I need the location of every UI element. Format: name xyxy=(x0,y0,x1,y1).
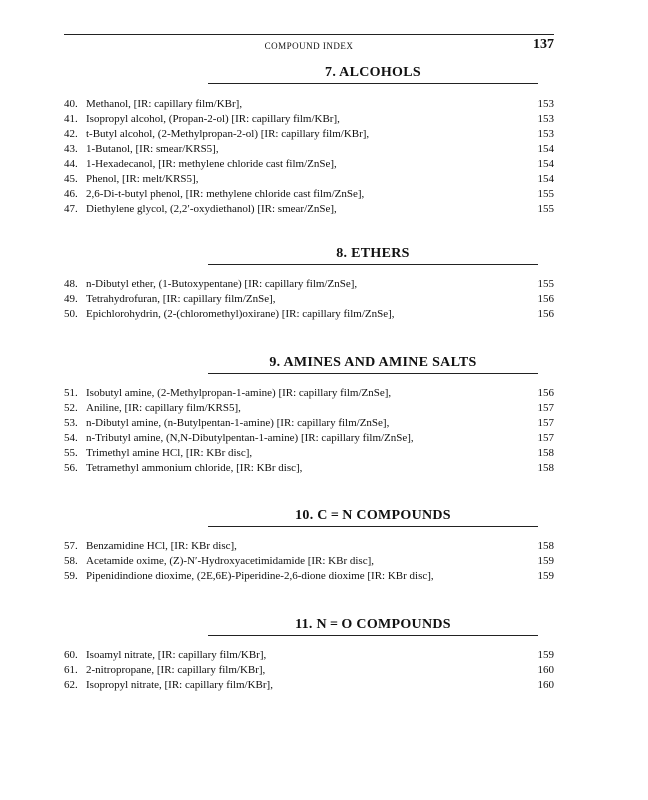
entry-page: 153 xyxy=(537,128,554,140)
entry-text: Tetramethyl ammonium chloride, [IR: KBr disc], xyxy=(86,462,303,474)
entry-number: 41. xyxy=(64,113,78,125)
entry-text: Isoamyl nitrate, [IR: capillary film/KBr], xyxy=(86,649,267,661)
index-entry xyxy=(64,277,554,292)
index-entry xyxy=(64,202,554,217)
entry-page: 155 xyxy=(537,278,554,290)
entry-number: 44. xyxy=(64,158,78,170)
running-title: COMPOUND INDEX xyxy=(264,41,354,51)
entry-number: 59. xyxy=(64,570,78,582)
entry-page: 154 xyxy=(537,158,554,170)
entry-page: 155 xyxy=(537,203,554,215)
index-entry xyxy=(64,663,554,678)
section-title: 9. AMINES AND AMINE SALTS xyxy=(208,355,538,374)
page-number: 137 xyxy=(533,37,554,52)
index-entry xyxy=(64,401,554,416)
entry-page: 158 xyxy=(537,540,554,552)
entry-text: Methanol, [IR: capillary film/KBr], xyxy=(86,98,243,110)
entry-text: t-Butyl alcohol, (2-Methylpropan-2-ol) [IR: capillary film/KBr], xyxy=(86,128,370,140)
index-entry xyxy=(64,142,554,157)
entry-number: 46. xyxy=(64,188,78,200)
page-header xyxy=(64,34,554,55)
index-entry xyxy=(64,554,554,569)
entry-page: 157 xyxy=(537,432,554,444)
entry-page: 159 xyxy=(537,570,554,582)
index-entry xyxy=(64,416,554,431)
entry-page: 158 xyxy=(537,462,554,474)
index-entry xyxy=(64,97,554,112)
entry-page: 159 xyxy=(537,649,554,661)
entry-page: 154 xyxy=(537,143,554,155)
entry-text: 2-nitropropane, [IR: capillary film/KBr], xyxy=(86,664,266,676)
entry-page: 153 xyxy=(537,113,554,125)
index-entry xyxy=(64,292,554,307)
index-entry xyxy=(64,307,554,322)
entry-number: 56. xyxy=(64,462,78,474)
entry-text: Phenol, [IR: melt/KRS5], xyxy=(86,173,199,185)
index-entry xyxy=(64,569,554,584)
entry-list xyxy=(64,539,554,584)
entry-list xyxy=(64,648,554,693)
entry-number: 49. xyxy=(64,293,78,305)
entry-text: Acetamide oxime, (Z)-N′-Hydroxyacetimidamide [IR: KBr disc], xyxy=(86,555,375,567)
entry-text: Benzamidine HCl, [IR: KBr disc], xyxy=(86,540,237,552)
entry-page: 155 xyxy=(537,188,554,200)
entry-number: 57. xyxy=(64,540,78,552)
section-no-compounds xyxy=(64,617,554,693)
entry-text: n-Tributyl amine, (N,N-Dibutylpentan-1-amine) [IR: capillary film/ZnSe], xyxy=(86,432,414,444)
section-alcohols xyxy=(64,65,554,217)
entry-text: Isopropyl nitrate, [IR: capillary film/KBr], xyxy=(86,679,273,691)
section-title: 7. ALCOHOLS xyxy=(208,65,538,84)
entry-page: 154 xyxy=(537,173,554,185)
entry-number: 60. xyxy=(64,649,78,661)
entry-page: 156 xyxy=(537,308,554,320)
entry-number: 51. xyxy=(64,387,78,399)
index-entry xyxy=(64,157,554,172)
entry-text: Trimethyl amine HCl, [IR: KBr disc], xyxy=(86,447,253,459)
entry-number: 61. xyxy=(64,664,78,676)
index-entry xyxy=(64,127,554,142)
index-entry xyxy=(64,648,554,663)
entry-text: n-Dibutyl ether, (1-Butoxypentane) [IR: capillary film/ZnSe], xyxy=(86,278,358,290)
entry-number: 54. xyxy=(64,432,78,444)
entry-text: Aniline, [IR: capillary film/KRS5], xyxy=(86,402,241,414)
entry-number: 48. xyxy=(64,278,78,290)
entry-text: 1-Hexadecanol, [IR: methylene chloride cast film/ZnSe], xyxy=(86,158,337,170)
entry-page: 157 xyxy=(537,417,554,429)
section-cn-compounds xyxy=(64,508,554,584)
entry-page: 157 xyxy=(537,402,554,414)
entry-page: 153 xyxy=(537,98,554,110)
entry-text: Isopropyl alcohol, (Propan-2-ol) [IR: capillary film/KBr], xyxy=(86,113,340,125)
entry-page: 160 xyxy=(537,664,554,676)
index-entry xyxy=(64,112,554,127)
index-entry xyxy=(64,431,554,446)
entry-list xyxy=(64,386,554,476)
entry-list xyxy=(64,97,554,217)
entry-number: 45. xyxy=(64,173,78,185)
entry-page: 158 xyxy=(537,447,554,459)
entry-number: 53. xyxy=(64,417,78,429)
entry-list xyxy=(64,277,554,322)
entry-number: 55. xyxy=(64,447,78,459)
index-entry xyxy=(64,678,554,693)
entry-number: 58. xyxy=(64,555,78,567)
index-entry xyxy=(64,446,554,461)
entry-number: 42. xyxy=(64,128,78,140)
entry-page: 156 xyxy=(537,387,554,399)
entry-number: 50. xyxy=(64,308,78,320)
index-entry xyxy=(64,386,554,401)
section-ethers xyxy=(64,246,554,322)
entry-text: Diethylene glycol, (2,2′-oxydiethanol) [IR: smear/ZnSe], xyxy=(86,203,337,215)
entry-text: Epichlorohydrin, (2-(chloromethyl)oxirane) [IR: capillary film/ZnSe], xyxy=(86,308,395,320)
entry-page: 159 xyxy=(537,555,554,567)
index-entry xyxy=(64,172,554,187)
section-title: 11. N = O COMPOUNDS xyxy=(208,617,538,636)
section-amines xyxy=(64,355,554,476)
section-title: 10. C = N COMPOUNDS xyxy=(208,508,538,527)
entry-text: Isobutyl amine, (2-Methylpropan-1-amine) [IR: capillary film/ZnSe], xyxy=(86,387,392,399)
section-title: 8. ETHERS xyxy=(208,246,538,265)
index-entry xyxy=(64,461,554,476)
entry-number: 40. xyxy=(64,98,78,110)
entry-number: 43. xyxy=(64,143,78,155)
entry-text: 1-Butanol, [IR: smear/KRS5], xyxy=(86,143,219,155)
index-entry xyxy=(64,187,554,202)
entry-text: Pipenidindione dioxime, (2E,6E)-Piperidine-2,6-dione dioxime [IR: KBr disc], xyxy=(86,570,434,582)
entry-text: 2,6-Di-t-butyl phenol, [IR: methylene chloride cast film/ZnSe], xyxy=(86,188,365,200)
entry-text: n-Dibutyl amine, (n-Butylpentan-1-amine) [IR: capillary film/ZnSe], xyxy=(86,417,390,429)
entry-page: 160 xyxy=(537,679,554,691)
index-entry xyxy=(64,539,554,554)
entry-number: 62. xyxy=(64,679,78,691)
entry-page: 156 xyxy=(537,293,554,305)
entry-number: 52. xyxy=(64,402,78,414)
entry-text: Tetrahydrofuran, [IR: capillary film/ZnSe], xyxy=(86,293,276,305)
entry-number: 47. xyxy=(64,203,78,215)
